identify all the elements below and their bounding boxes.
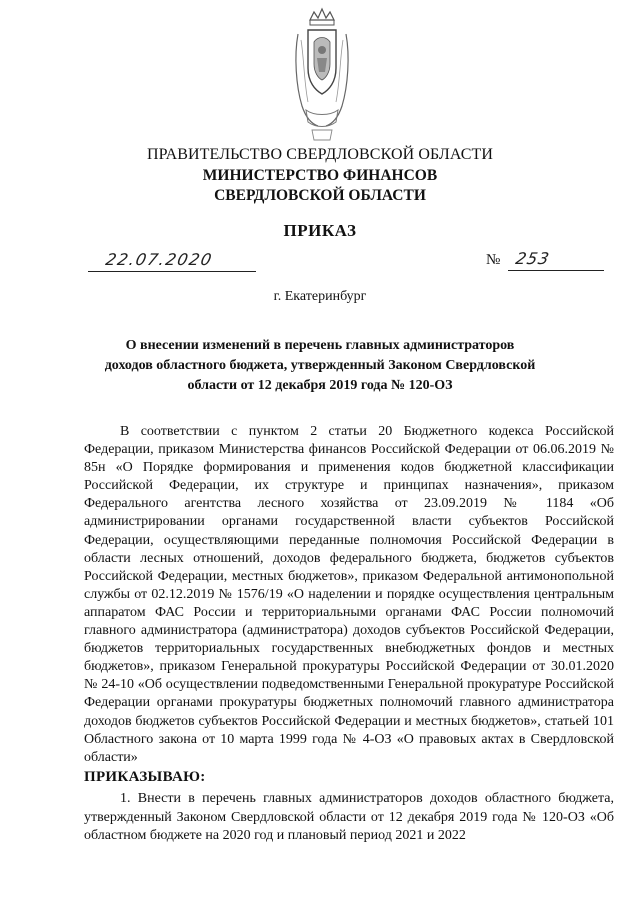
ministry-title-line2: СВЕРДЛОВСКОЙ ОБЛАСТИ: [214, 187, 426, 204]
number-field: [486, 250, 604, 271]
preamble-paragraph: В соответствии с пунктом 2 статьи 20 Бюджетного кодекса Российской Федерации, приказом Министерства финансов Российской Федерации от 06.06.2019 № 85н «О Порядке формирования и применения кодов бюджетной классификации Российской Федерации, их структуре и принципах назначения», приказом Федерального агентства лесного хозяйства от 23.09.2019 № 1184 «Об администрировании органами государственной власти субъектов Российской Федерации, осуществляющими переданные полномочия Российской Федерации в области лесных отношений, доходов федерального бюджета, бюджетов субъектов Российской Федерации, местных бюджетов», приказом Федеральной антимонопольной службы от 02.12.2019 № 1576/19 «О наделении и порядке осуществления центральным аппаратом ФАС России и территориальными органами ФАС России полномочий главного администратора (администратора) доходов субъектов Российской Федерации, бюджетов территориальных государственных внебюджетных фондов и местных бюджетов», приказом Генеральной прокуратуры Российской Федерации от 30.01.2020 № 24-10 «Об осуществлении подведомственными Генеральной прокуратуре Российской Федерации органами прокуратуры бюджетных полномочий главного администратора доходов бюджетов субъектов Российской Федерации и местных бюджетов», статьей 101 Областного закона от 10 марта 1999 года № 4-ОЗ «О правовых актах в Свердловской области»: [84, 424, 614, 765]
document-type-title: ПРИКАЗ: [283, 221, 357, 240]
ministry-title-line1: МИНИСТЕРСТВО ФИНАНСОВ: [202, 167, 438, 184]
ministry-title: [0, 166, 640, 206]
government-title: ПРАВИТЕЛЬСТВО СВЕРДЛОВСКОЙ ОБЛАСТИ: [146, 146, 494, 163]
document-subject: О внесении изменений в перечень главных администраторов доходов областного бюджета, утвержденный Законом Свердловской области от 12 декабря 2019 года № 120-ОЗ: [104, 338, 536, 393]
date-field: [88, 250, 256, 272]
handwritten-date: 22.07.2020: [103, 250, 215, 269]
order-heading: ПРИКАЗЫВАЮ:: [84, 769, 206, 785]
number-label: №: [486, 252, 501, 268]
handwritten-number: 253: [513, 249, 552, 268]
number-underline: [508, 270, 604, 271]
city-line: г. Екатеринбург: [273, 289, 367, 304]
order-item-1: 1. Внести в перечень главных администраторов доходов областного бюджета, утвержденный Законом Свердловской области от 12 декабря 2019 года № 120-ОЗ «Об областном бюджете на 2020 год и плановый период 2021 и 2022: [84, 791, 614, 843]
coat-of-arms-icon: [292, 6, 352, 144]
